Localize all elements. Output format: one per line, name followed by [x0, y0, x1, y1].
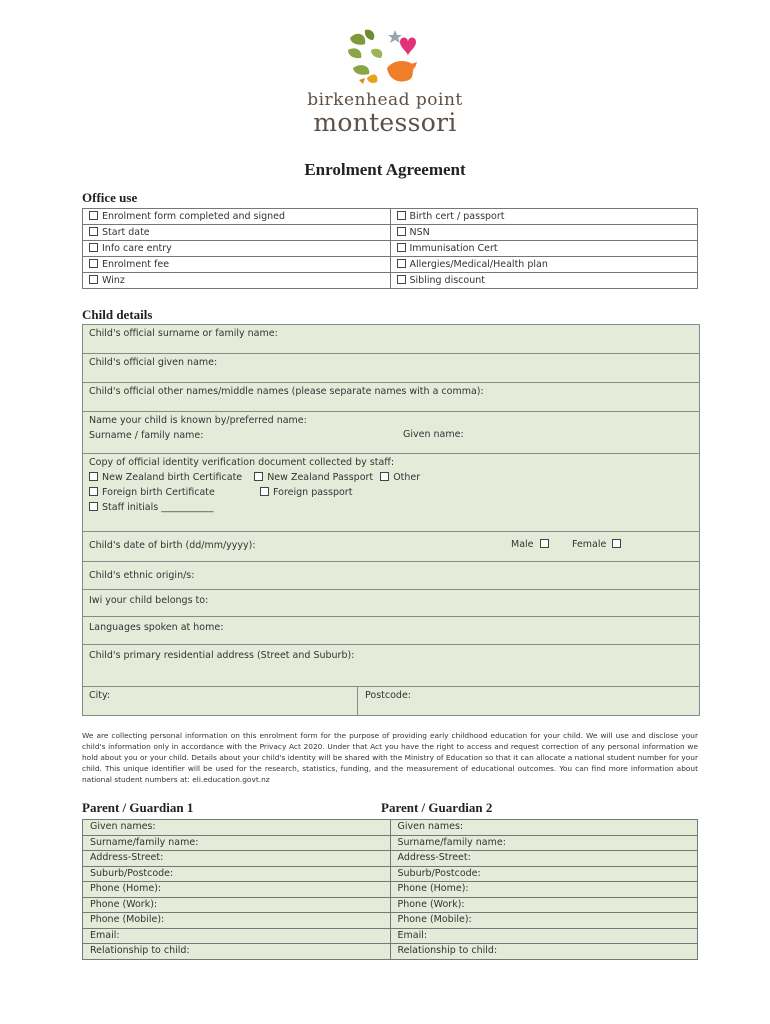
checkbox[interactable]	[380, 472, 389, 481]
checkbox[interactable]	[89, 227, 98, 236]
office-item-label: Start date	[102, 227, 150, 238]
checkbox[interactable]	[89, 472, 98, 481]
identity-heading: Copy of official identity verification document collected by staff:	[89, 457, 395, 468]
field-label: Surname/family name:	[397, 836, 506, 848]
field-label: Languages spoken at home:	[89, 622, 224, 633]
identity-verification-section	[83, 454, 699, 532]
languages-field[interactable]	[83, 617, 699, 645]
guardian-1-field[interactable]	[83, 835, 391, 851]
logo	[300, 28, 470, 140]
field-label: Suburb/Postcode:	[90, 867, 174, 879]
office-item-label: Allergies/Medical/Health plan	[409, 259, 548, 270]
option-label: Other	[393, 472, 421, 483]
field-label: Child's official surname or family name:	[89, 328, 278, 339]
field-label: Phone (Mobile):	[90, 914, 165, 925]
field-label: Child's primary residential address (Street and Suburb):	[89, 650, 355, 661]
guardian-1-field[interactable]	[83, 882, 391, 898]
field-label: Relationship to child:	[90, 945, 190, 956]
checkbox[interactable]	[254, 472, 263, 481]
guardian-2-field[interactable]	[390, 835, 698, 851]
guardian-2-field[interactable]	[390, 897, 698, 913]
field-label: Surname / family name:	[89, 430, 204, 441]
checkbox[interactable]	[89, 487, 98, 496]
field-label: Child's date of birth (dd/mm/yyyy):	[89, 540, 256, 551]
option-label: New Zealand birth Certificate	[102, 472, 243, 483]
guardian-2-field[interactable]	[390, 944, 698, 960]
checkbox[interactable]	[397, 259, 406, 268]
office-item-label: Winz	[102, 275, 125, 286]
checkbox[interactable]	[397, 275, 406, 284]
field-label: Name your child is known by/preferred name:	[89, 415, 307, 426]
checkbox[interactable]	[397, 243, 406, 252]
guardian-1-heading: Parent / Guardian 1	[82, 800, 194, 815]
ethnic-origin-field[interactable]	[83, 562, 699, 590]
field-label: Email:	[397, 929, 428, 941]
city-field[interactable]	[83, 687, 358, 715]
field-label: Child's official given name:	[89, 357, 218, 368]
field-label: Phone (Mobile):	[397, 914, 472, 925]
field-label: Address-Street:	[90, 852, 164, 863]
field-label: Given names:	[397, 821, 464, 832]
guardian-2-field[interactable]	[390, 820, 698, 836]
option-label: Staff initials ___________	[102, 502, 214, 513]
checkbox[interactable]	[397, 211, 406, 220]
child-details-section	[82, 324, 700, 716]
privacy-notice: We are collecting personal information on this enrolment form for the purpose of providing early childhood education for your child. We will use and disclose your child's information only in accordance with the Privacy Act 2020. Under that Act you have the right to access and request correction of any personal information we hold about you or your child. Details about your child's identity will be shared with the Ministry of Education so that it can allocate a national student number for your child. This unique identifier will be used for the research, statistics, funding, and the measurement of educational outcomes. You can find more information about national student numbers at: eli.education.govt.nz	[82, 731, 698, 784]
checkbox[interactable]	[397, 227, 406, 236]
female-checkbox[interactable]	[612, 539, 621, 548]
field-label: Given names:	[90, 821, 156, 832]
field-label: Phone (Work):	[90, 898, 158, 910]
option-label: Foreign passport	[273, 487, 353, 498]
female-label: Female	[572, 539, 607, 550]
guardian-1-field[interactable]	[83, 866, 391, 882]
office-use-heading: Office use	[82, 190, 138, 205]
city-postcode-row	[83, 687, 699, 715]
child-other-names-field[interactable]	[83, 383, 699, 412]
office-item-label: Immunisation Cert	[409, 243, 498, 254]
preferred-name-field[interactable]	[83, 412, 699, 454]
child-details-heading: Child details	[82, 307, 153, 322]
child-given-name-field[interactable]	[83, 354, 699, 383]
field-label: Phone (Work):	[397, 898, 465, 910]
guardian-2-field[interactable]	[390, 866, 698, 882]
office-use-table	[82, 208, 698, 289]
child-surname-field[interactable]	[83, 325, 699, 354]
office-item-label: Enrolment form completed and signed	[102, 211, 286, 222]
field-label: Phone (Home):	[397, 883, 469, 894]
guardian-1-field[interactable]	[83, 944, 391, 960]
office-item-label: Birth cert / passport	[409, 211, 505, 222]
field-label: Address-Street:	[397, 852, 471, 863]
date-of-birth-field[interactable]	[83, 532, 699, 562]
checkbox[interactable]	[89, 275, 98, 284]
montessori-logo-icon	[345, 28, 425, 90]
checkbox[interactable]	[89, 243, 98, 252]
guardian-2-field[interactable]	[390, 928, 698, 944]
guardian-1-field[interactable]	[83, 897, 391, 913]
guardian-2-heading: Parent / Guardian 2	[381, 800, 493, 815]
checkbox[interactable]	[89, 211, 98, 220]
field-label: Email:	[90, 929, 120, 941]
guardian-2-field[interactable]	[390, 882, 698, 898]
guardian-2-field[interactable]	[390, 851, 698, 867]
field-label: Iwi your child belongs to:	[89, 595, 209, 606]
field-label: Child's ethnic origin/s:	[89, 570, 195, 581]
address-field[interactable]	[83, 645, 699, 687]
male-label: Male	[511, 539, 534, 550]
option-label: New Zealand Passport	[267, 472, 374, 483]
guardian-table	[82, 819, 698, 960]
option-label: Foreign birth Certificate	[102, 487, 215, 498]
page-title: Enrolment Agreement	[304, 160, 466, 179]
field-label: Given name:	[403, 429, 464, 440]
office-item-label: Enrolment fee	[102, 259, 170, 270]
guardian-1-field[interactable]	[83, 820, 391, 836]
field-label: Relationship to child:	[397, 945, 498, 956]
iwi-field[interactable]	[83, 590, 699, 617]
field-label: Postcode:	[365, 690, 411, 701]
guardian-1-field[interactable]	[83, 913, 391, 929]
field-label: City:	[89, 690, 111, 701]
checkbox[interactable]	[260, 487, 269, 496]
brand-line-2: montessori	[313, 108, 457, 137]
field-label: Suburb/Postcode:	[397, 867, 481, 879]
office-item-label: Info care entry	[102, 243, 172, 254]
office-item-label: Sibling discount	[409, 275, 485, 286]
field-label: Child's official other names/middle names (please separate names with a comma):	[89, 386, 484, 397]
guardian-1-field[interactable]	[83, 928, 391, 944]
field-label: Surname/family name:	[90, 836, 199, 848]
guardian-2-field[interactable]	[390, 913, 698, 929]
brand-line-1: birkenhead point	[307, 90, 463, 110]
guardian-1-field[interactable]	[83, 851, 391, 867]
male-checkbox[interactable]	[540, 539, 549, 548]
checkbox[interactable]	[89, 502, 98, 511]
field-label: Phone (Home):	[90, 883, 162, 894]
postcode-field[interactable]	[359, 687, 417, 704]
checkbox[interactable]	[89, 259, 98, 268]
office-item-label: NSN	[409, 227, 430, 238]
